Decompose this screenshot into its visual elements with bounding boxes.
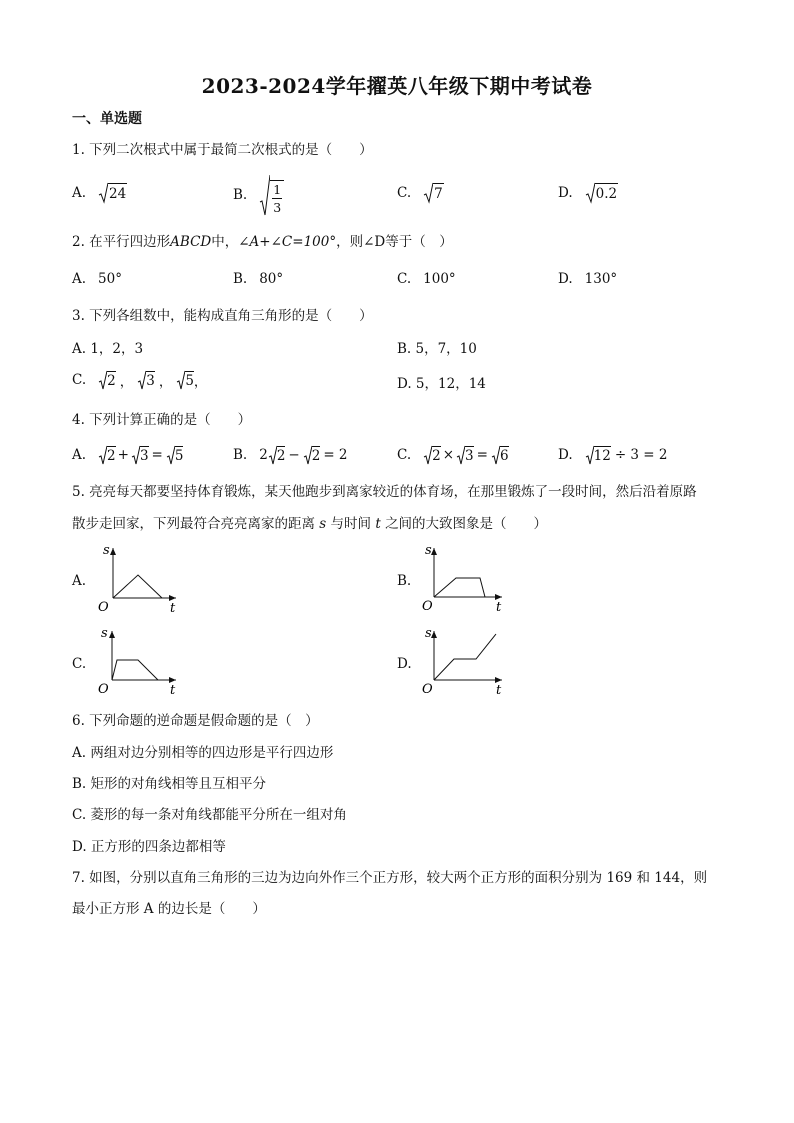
radical-sign-icon [98,182,108,204]
q4-option-d [558,445,668,465]
option-value: 100° [423,271,456,287]
q4-option-c: C. 2 × 3 = 6 [397,447,509,464]
denominator: 3 [273,200,282,215]
option-label: A. [72,185,87,201]
stem-equation: ∠A+∠C=100° [238,234,337,250]
distance-time-graph [414,540,514,615]
question-1-stem: 1. 下列二次根式中属于最简二次根式的是（ ） [72,142,373,158]
radicand: 2 [107,448,116,464]
origin-label: O [98,600,109,615]
q1-option-d [558,182,618,204]
axis-label-s: s [103,543,110,558]
numerator: 1 [273,182,282,197]
coefficient: 2 [259,447,268,463]
origin-label: O [422,599,433,614]
option-label: B. [233,187,248,203]
option-label: B. [233,447,248,463]
radicand: 6 [499,448,509,464]
radicand: 3 [139,448,149,464]
q3-option-c: C. 2 ， 3 ， 5 ， [72,372,208,390]
option-label: C. [397,447,412,463]
radicand: 3 [146,373,155,389]
q5-option-c-label: C. [72,656,87,672]
q6-option-d: D. 正方形的四条边都相等 [72,839,226,855]
stem-variable: ABCD [170,234,212,250]
radical-sign-icon [98,445,107,465]
option-label: D. [558,447,573,463]
option-label: A. [72,271,87,287]
axis-label-t: t [170,601,176,616]
q1-option-c [397,182,444,204]
q5-graph-a [90,540,190,619]
axis-label-t: t [496,600,502,615]
stem-text: 2. 在平行四边形 [72,234,171,250]
q5-graph-b [414,540,514,619]
axis-label-s: s [425,543,432,558]
axis-label-s: s [425,626,432,641]
radical-sign-icon [423,445,432,465]
question-6-stem: 6. 下列命题的逆命题是假命题的是（ ） [72,713,319,729]
radicand: 2 [432,448,441,464]
option-label: D. [558,271,573,287]
radical-sign-icon [456,445,465,465]
distance-time-graph [90,540,190,615]
option-value: 80° [259,271,284,287]
q5-option-d-label: D. [397,656,412,672]
radical-sign-icon [585,182,595,204]
radicand: 7 [433,183,444,204]
radical-sign-icon [137,370,146,390]
q1-option-b [233,174,284,216]
result: ÷ 3 = 2 [614,447,668,463]
axis-label-s: s [101,626,108,641]
radical-sign-icon [98,370,107,390]
stem-text: 散步走回家，下列最符合亮亮离家的距离 [72,516,315,532]
result: = 2 [323,447,348,463]
q5-option-b-label: B. [397,573,412,589]
q3-option-a: A. 1，2，3 [72,341,144,357]
radical-sign-icon [131,445,140,465]
radical-sign-icon [166,445,175,465]
question-7-line-2: 最小正方形 A 的边长是（ ） [72,901,266,917]
stem-variable: s [319,516,327,532]
q5-graph-d [414,623,514,702]
radical-sign-icon [176,370,185,390]
section-heading: 一、单选题 [72,111,142,127]
distance-time-graph [414,623,514,698]
q2-option-c [397,271,456,287]
q2-option-b [233,271,283,287]
page-title: 2023-2024学年擢英八年级下期中考试卷 [201,74,593,98]
radicand: 3 [465,448,474,464]
origin-label: O [98,682,109,697]
stem-text: 之间的大致图象是（ ） [385,516,548,532]
radicand: 5 [185,373,194,389]
q2-option-a [72,271,122,287]
radicand: 5 [174,448,184,464]
q2-option-d [558,271,617,287]
question-5-line-1: 5. 亮亮每天都要坚持体育锻炼，某天他跑步到离家较近的体育场，在那里锻炼了一段时间，然后沿着原路 [72,484,697,500]
q3-option-d: D. 5，12，14 [397,376,486,392]
question-3-stem: 3. 下列各组数中，能构成直角三角形的是（ ） [72,308,373,324]
sqrt-expression [585,182,618,204]
q5-option-a-label: A. [72,573,87,589]
radical-sign-icon [423,182,433,204]
stem-variable: t [375,516,381,532]
stem-text: 中， [211,234,239,250]
stem-text: ，则∠D等于（ ） [336,234,453,250]
option-label: A. [72,447,87,463]
radical-sign-icon [259,174,270,216]
option-label: C. [397,271,412,287]
axis-label-t: t [170,683,176,698]
q4-option-b: B. 2 2 − 2 = 2 [233,447,348,464]
radicand: 2 [276,448,286,464]
sqrt-expression [98,182,127,204]
sqrt-expression [423,182,444,204]
radical-sign-icon [303,445,312,465]
option-value: 130° [584,271,618,287]
q5-graph-c [88,623,188,702]
q6-option-b: B. 矩形的对角线相等且互相平分 [72,776,267,792]
radical-sign-icon [268,445,277,465]
q6-option-a: A. 两组对边分别相等的四边形是平行四边形 [72,745,334,761]
q6-option-c: C. 菱形的每一条对角线都能平分所在一组对角 [72,807,347,823]
radicand: 24 [108,183,127,204]
question-2-stem [72,232,453,252]
option-label: D. [558,185,573,201]
question-4-stem: 4. 下列计算正确的是（ ） [72,412,252,428]
stem-text: 与时间 [330,516,372,532]
q1-option-a [72,182,127,204]
radical-sign-icon [585,445,594,465]
radicand: 0.2 [595,183,618,204]
radicand: 2 [311,448,321,464]
sqrt-fraction [259,174,284,216]
radical-sign-icon [491,445,500,465]
origin-label: O [422,682,433,697]
axis-label-t: t [496,683,502,698]
option-label: C. [397,185,412,201]
option-label: B. [233,271,248,287]
radicand: 2 [107,373,116,389]
q4-option-a: A. 2 + 3 = 5 [72,447,184,464]
option-label: C. [72,372,87,388]
distance-time-graph [88,623,188,698]
question-5-line-2 [72,514,547,534]
question-7-line-1: 7. 如图，分别以直角三角形的三边为边向外作三个正方形，较大两个正方形的面积分别为 169 和 144，则 [72,870,708,886]
q3-option-b: B. 5，7，10 [397,341,477,357]
radicand: 12 [593,448,611,464]
option-value: 50° [98,271,122,287]
